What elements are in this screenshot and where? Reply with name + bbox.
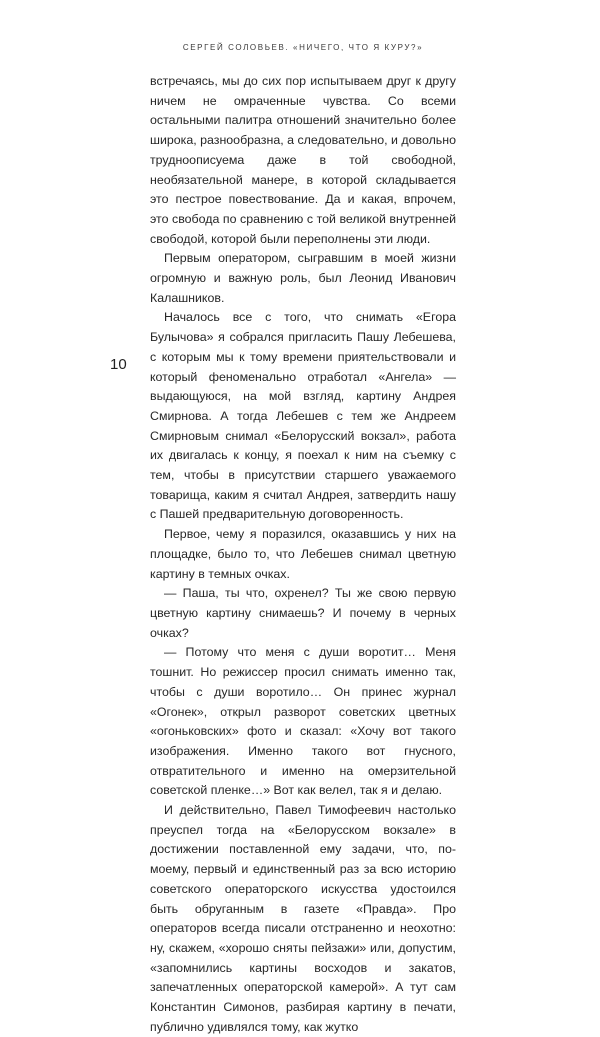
paragraph: И действительно, Павел Тимофеевич настолько преуспел тогда на «Белорусском вокзале» в достижении поставленной ему задачи, что, по-моему, первый и единственный раз за всю историю советского операторского искусства удостоился быть обруганным в газете «Правда». Про операторов всегда писали отстраненно и неохотно: ну, скажем, «хорошо сняты пейзажи» или, допустим, «запомнились картины восходов и закатов, запечатленных операторской камерой». А тут сам Константин Симонов, разбирая картину в печати, публично удивлялся тому, как жутко xyxy=(150,803,456,1034)
paragraph: Началось все с того, что снимать «Егора Булычова» я собрался пригласить Пашу Лебешева, с которым мы к тому времени приятельствовали и который феноменально отработал «Ангела» — выдающуюся, на мой взгляд, картину Андрея Смирнова. А тогда Лебешев с тем же Андреем Смирновым снимал «Белорусский вокзал», работа их двигалась к концу, я поехал к ним на съемку с тем, чтобы в присутствии старшего уважаемого товарища, каким я считал Андрея, затвердить нашу с Пашей предварительную договоренность. xyxy=(150,310,456,522)
dialogue-line: — Потому что меня с души воротит… Меня тошнит. Но режиссер просил снимать именно так, чтобы с души воротило… Он принес журнал «Огонек», открыл разворот советских цветных «огоньковских» фото и сказал: «Хочу вот такого изображения. Именно такого вот гнусного, отвратительного и именно на омерзительной советской пленке…» Вот как велел, так я и делаю. xyxy=(150,645,456,798)
dialogue-line: — Паша, ты что, охренел? Ты же свою первую цветную картину снимаешь? И почему в черных очках? xyxy=(150,586,456,640)
body-text xyxy=(150,72,456,1037)
paragraph: Первым оператором, сыгравшим в моей жизни огромную и важную роль, был Леонид Иванович Калашников. xyxy=(150,251,456,305)
paragraph: встречаясь, мы до сих пор испытываем друг к другу ничем не омраченные чувства. Со всеми остальными палитра отношений значительно более широка, разнообразна, а следовательно, и довольно трудноописуема даже в той свободной, необязательной манере, в которой складывается это пестрое повествование. Да и какая, впрочем, это свобода по сравнению с той великой внутренней свободой, которой были переполнены эти люди. xyxy=(150,74,456,246)
running-header: СЕРГЕЙ СОЛОВЬЕВ. «НИЧЕГО, ЧТО Я КУРУ?» xyxy=(182,43,424,52)
page-number: 10 xyxy=(110,356,127,373)
paragraph: Первое, чему я поразился, оказавшись у них на площадке, было то, что Лебешев снимал цветную картину в темных очках. xyxy=(150,527,456,581)
